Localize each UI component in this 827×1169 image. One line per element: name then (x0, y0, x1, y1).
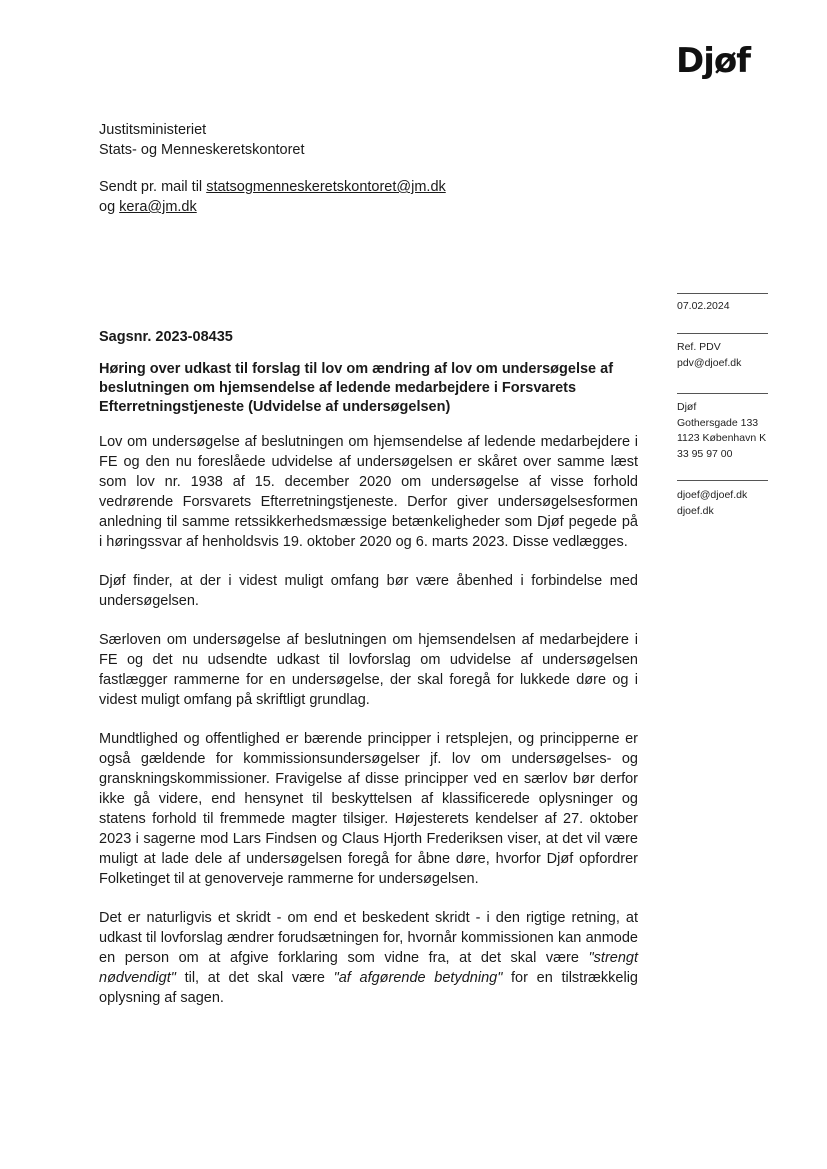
recipient-name: Justitsministeriet (99, 122, 207, 138)
sent-prefix-2: og (99, 199, 120, 215)
sent-line-2 (99, 197, 638, 217)
organization-email[interactable]: djoef@djoef.dk (677, 489, 748, 501)
recipient-department: Stats- og Menneskeretskontoret (99, 142, 305, 158)
sidebar-date: 07.02.2024 (677, 300, 730, 312)
paragraph-5 (99, 908, 638, 1008)
sidebar-divider (677, 480, 768, 481)
quote-af-afgoerende-betydning: "af afgørende betydning" (333, 970, 503, 986)
quote-strengt-noedvendigt: "strengt nødvendigt" (99, 950, 638, 986)
sidebar-contact (677, 488, 768, 519)
djof-logo: Djøf (676, 41, 751, 81)
organization-name: Djøf (677, 401, 697, 413)
sent-prefix: Sendt pr. mail til (99, 179, 207, 195)
phone-number: 33 95 97 00 (677, 447, 733, 460)
sidebar-reference (677, 340, 768, 371)
sent-by-mail-block (99, 177, 638, 217)
recipient-block (99, 120, 638, 160)
email-link-kera[interactable]: kera@jm.dk (119, 199, 197, 215)
reference-email[interactable]: pdv@djoef.dk (677, 356, 742, 369)
paragraph-1: Lov om undersøgelse af beslutningen om hjemsendelse af ledende medarbejdere i FE og den nu foreslåede udvidelse af undersøgelsen er skåret over samme læst som lov nr. 1938 af 15. december 2020 om undersøgelse af visse forhold vedrørende Forsvarets Efterretningstjeneste. Derfor giver undersøgelsesformen anledning til samme retssikkerhedsmæssige betænkeligheder som Djøf pegede på i høringssvar af henholdsvis 19. oktober 2020 og 6. marts 2023. Disse vedlægges. (99, 434, 638, 550)
email-link-stats[interactable]: statsogmenneskeretskontoret@jm.dk (206, 179, 446, 195)
paragraph-5-part-a: Det er naturligvis et skridt - om end et beskedent skridt - i den rigtige retning, at udkast til lovforslag ændrer forudsætningen for, hvornår kommissionen kan anmode en person om at afgive forklaring som vidne fra, at det skal være (99, 910, 638, 966)
paragraph-5-part-c: for en tilstrækkelig oplysning af sagen. (99, 970, 638, 1006)
paragraph-3: Særloven om undersøgelse af beslutningen om hjemsendelsen af medarbejdere i FE og det nu udsendte udkast til lovforslag om udvidelse af undersøgelsen fastlægger rammerne for en undersøgelse, der skal foregå for lukkede døre og i videst muligt omfang på skriftligt grundlag. (99, 632, 638, 708)
sidebar-address (677, 400, 768, 462)
case-number: Sagsnr. 2023-08435 (99, 329, 233, 345)
street-address: Gothersgade 133 (677, 416, 759, 429)
subject-heading: Høring over udkast til forslag til lov om ændring af lov om undersøgelse af beslutningen om hjemsendelse af ledende medarbejdere i Forsvarets Efterretningstjeneste (Udvidelse af undersøgelsen) (99, 361, 614, 415)
letter-body (99, 432, 638, 1027)
sent-line-1 (99, 177, 638, 197)
sidebar-divider (677, 293, 768, 294)
organization-website[interactable]: djoef.dk (677, 504, 714, 517)
paragraph-2: Djøf finder, at der i videst muligt omfang bør være åbenhed i forbindelse med undersøgelsen. (99, 573, 638, 609)
reference-initials: Ref. PDV (677, 341, 721, 353)
paragraph-5-part-b: til, at det skal være (175, 970, 334, 986)
sidebar-divider (677, 333, 768, 334)
sidebar-divider (677, 393, 768, 394)
paragraph-4: Mundtlighed og offentlighed er bærende principper i retsplejen, og principperne er også gældende for kommissionsundersøgelser jf. lov om undersøgelses- og granskningskommissioner. Fravigelse af disse principper ved en særlov bør derfor ikke gå videre, end hensynet til beskyttelsen af klassificerede oplysninger og statens forhold til fremmede magter tilsiger. Højesterets kendelser af 27. oktober 2023 i sagerne mod Lars Findsen og Claus Hjorth Frederiksen viser, at det vil være muligt at lade dele af undersøgelsen foregå for åbne døre, hvorfor Djøf opfordrer Folketinget til at genoverveje rammerne for undersøgelsen. (99, 731, 638, 887)
postal-city: 1123 København K (677, 432, 767, 444)
